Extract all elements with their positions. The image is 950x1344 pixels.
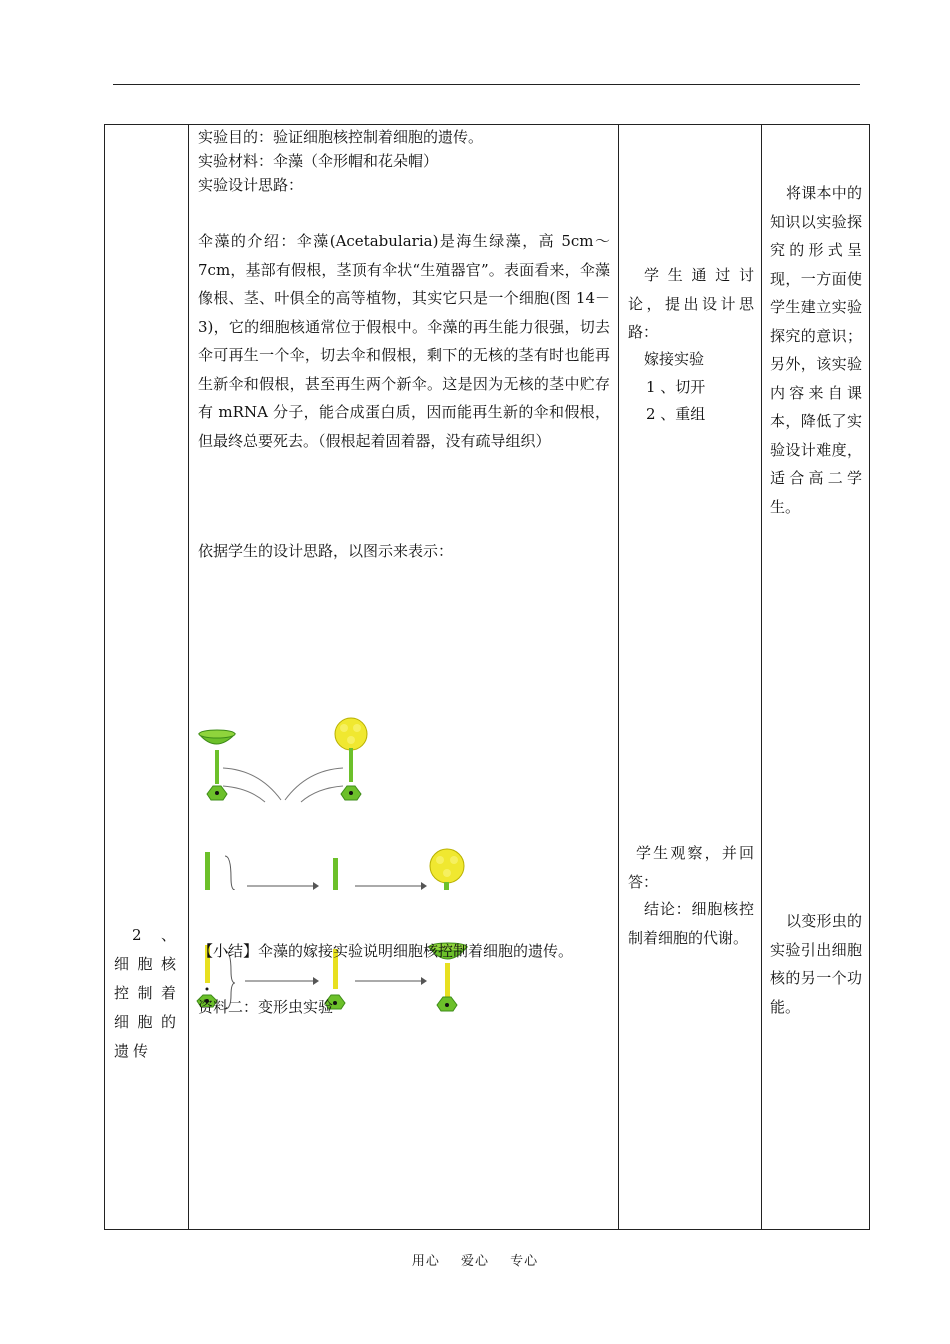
cross-arrows xyxy=(223,768,343,802)
conclusion-text: 结论：细胞核控制着细胞的代谢。 xyxy=(628,900,754,947)
footer-word-1: 用心 xyxy=(411,1254,440,1269)
purpose-line: 实验目的：验证细胞核控制着细胞的遗传。 xyxy=(198,128,484,146)
page-footer xyxy=(0,1250,950,1269)
content-cell xyxy=(189,125,619,1230)
material-line: 实验材料：伞藻（伞形帽和花朵帽） xyxy=(198,152,439,170)
section-cell xyxy=(105,125,189,1230)
summary-line: 【小结】伞藻的嫁接实验说明细胞核控制着细胞的遗传。 xyxy=(198,942,574,960)
design-intent-cell xyxy=(762,125,870,1230)
diagram-intro: 依据学生的设计思路，以图示来表示： xyxy=(198,542,454,560)
design-idea-line: 实验设计思路： xyxy=(198,176,304,194)
header-rule xyxy=(113,84,860,85)
footer-word-2: 爱心 xyxy=(460,1254,489,1269)
design-note-1: 将课本中的知识以实验探究的形式呈现，一方面使学生建立实验探究的意识；另外，该实验内容来自课本，降低了实验设计难度，适合高二学生。 xyxy=(770,184,862,516)
graft-title: 嫁接实验 xyxy=(644,350,705,368)
lesson-table xyxy=(104,124,870,1230)
section-title: 2、细胞核控制着细胞的遗传 xyxy=(114,926,180,1060)
parent-umbrella-cap xyxy=(199,730,235,800)
intro-paragraph: 伞藻的介绍：伞藻(Acetabularia)是海生绿藻，高 5cm～7cm，基部有假根，茎顶有伞状“生殖器官”。表面看来，伞藻像根、茎、叶俱全的高等植物，其实它只是一个细胞(图 14－3)，它的细胞核通常位于假根中。伞藻的再生能力很强，切去伞可再生一个伞，切去伞和假根，剩下的无核的茎有时也能再生新伞和假根，甚至再生两个新伞。这是因为无核的茎中贮存有 mRNA 分子，能合成蛋白质，因而能再生新的伞和假根，但最终总要死去。（假根起着固着器，没有疏导组织） xyxy=(198,232,610,450)
material2-line: 资料二：变形虫实验 xyxy=(198,998,334,1016)
acetabularia-graft-diagram xyxy=(189,590,618,890)
design-note-2: 以变形虫的实验引出细胞核的另一个功能。 xyxy=(770,912,862,1016)
student-activity-cell xyxy=(619,125,762,1230)
step-recombine: 2 、重组 xyxy=(646,404,706,423)
observe-text: 学生观察，并回答： xyxy=(628,844,754,891)
discussion-text: 学 生 通 过 讨论，提出设计思路： xyxy=(628,266,754,341)
step-cut: 1 、切开 xyxy=(646,377,706,396)
parent-flower-cap xyxy=(335,718,367,800)
graft-row-1 xyxy=(197,849,464,890)
footer-word-3: 专心 xyxy=(510,1254,539,1269)
